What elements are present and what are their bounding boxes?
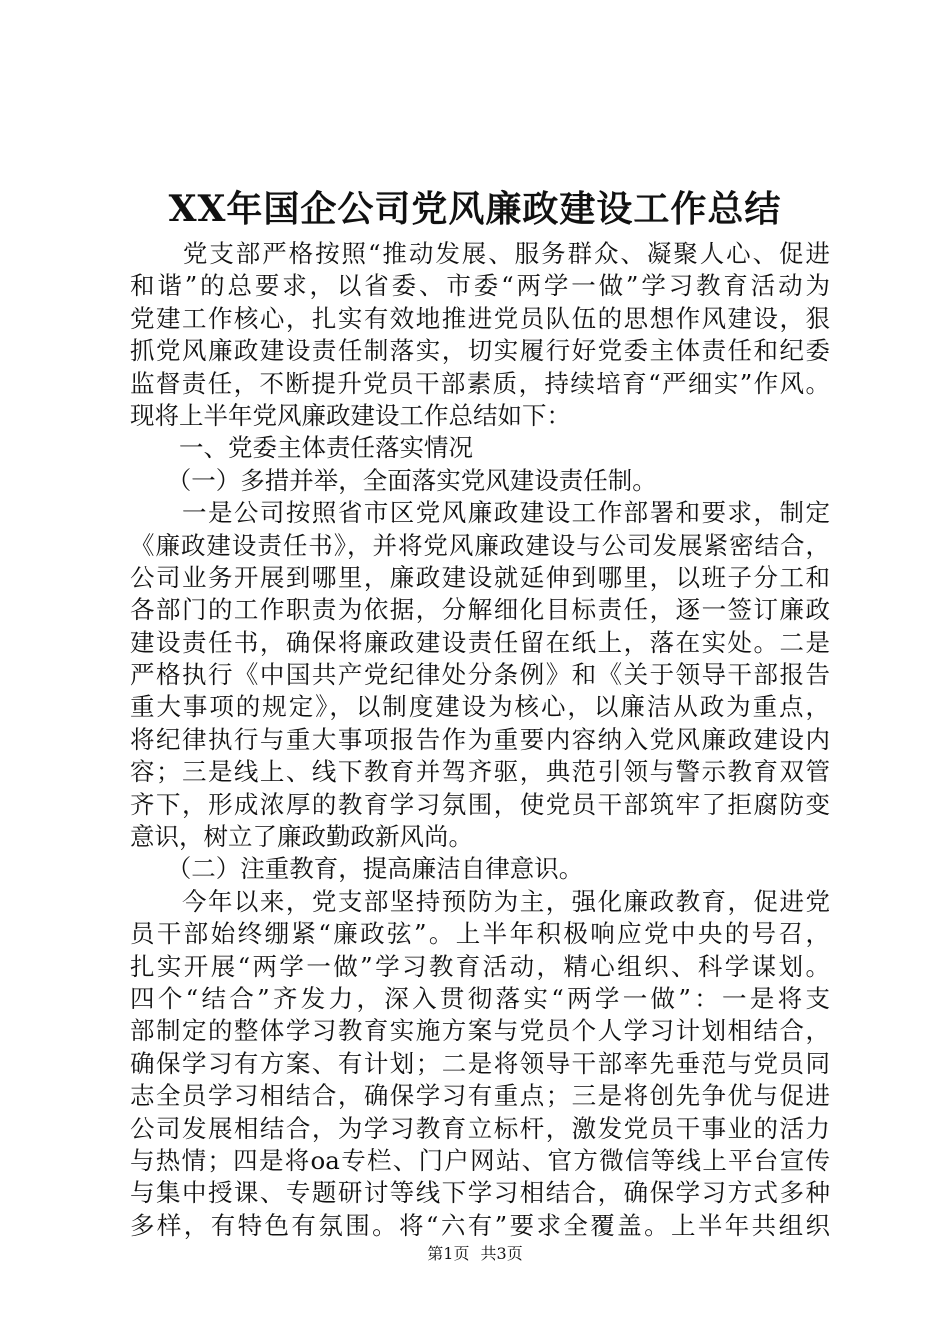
text-line: 现将上半年党风廉政建设工作总结如下： <box>130 400 571 430</box>
text-line: 容；三是线上、线下教育并驾齐驱，典范引领与警示教育双管 <box>130 757 830 787</box>
page-total: 共3页 <box>480 1244 523 1263</box>
text-line: 齐下，形成浓厚的教育学习氛围，使党员干部筑牢了拒腐防变 <box>130 789 830 819</box>
text-line: 志全员学习相结合，确保学习有重点；三是将创先争优与促进 <box>130 1081 830 1111</box>
document-title: XX年国企公司党风廉政建设工作总结 <box>168 188 782 230</box>
text-line: 扎实开展“两学一做”学习教育活动，精心组织、科学谋划。 <box>130 951 830 981</box>
text-line: （一）多措并举，全面落实党风建设责任制。 <box>130 465 657 495</box>
text-line: 部制定的整体学习教育实施方案与党员个人学习计划相结合， <box>130 1016 830 1046</box>
text-line: 严格执行《中国共产党纪律处分条例》和《关于领导干部报告 <box>130 660 830 690</box>
text-line: 党建工作核心，扎实有效地推进党员队伍的思想作风建设，狠 <box>130 303 830 333</box>
text-line: 公司业务开展到哪里，廉政建设就延伸到哪里，以班子分工和 <box>130 562 830 592</box>
text-line: 多样，有特色有氛围。将“六有”要求全覆盖。上半年共组织 <box>130 1210 830 1240</box>
text-line: 抓党风廉政建设责任制落实，切实履行好党委主体责任和纪委 <box>130 336 830 366</box>
text-line: 各部门的工作职责为依据，分解细化目标责任，逐一签订廉政 <box>130 595 830 625</box>
text-line: 一、党委主体责任落实情况 <box>130 433 473 463</box>
text-line: 员干部始终绷紧“廉政弦”。上半年积极响应党中央的号召， <box>130 919 830 949</box>
text-line: 四个“结合”齐发力，深入贯彻落实“两学一做”：一是将支 <box>130 983 830 1013</box>
text-line: 意识，树立了廉政勤政新风尚。 <box>130 822 473 852</box>
text-line: 与热情；四是将oa专栏、门户网站、官方微信等线上平台宣传 <box>130 1145 830 1175</box>
text-line: 确保学习有方案、有计划；二是将领导干部率先垂范与党员同 <box>130 1048 830 1078</box>
text-line: 今年以来，党支部坚持预防为主，强化廉政教育，促进党 <box>130 886 830 916</box>
text-line: （二）注重教育，提高廉洁自律意识。 <box>130 854 584 884</box>
text-line: 公司发展相结合，为学习教育立标杆，激发党员干事业的活力 <box>130 1113 830 1143</box>
text-line: 党支部严格按照“推动发展、服务群众、凝聚人心、促进 <box>130 239 830 268</box>
text-line: 监督责任，不断提升党员干部素质，持续培育“严细实”作风。 <box>130 368 830 398</box>
document-body <box>130 238 830 1242</box>
text-line: 建设责任书，确保将廉政建设责任留在纸上，落在实处。二是 <box>130 627 830 657</box>
text-line: 重大事项的规定》，以制度建设为核心，以廉洁从政为重点， <box>130 692 830 722</box>
page-footer <box>0 1244 950 1264</box>
text-line: 一是公司按照省市区党风廉政建设工作部署和要求，制定 <box>130 498 830 528</box>
page-number: 第1页 <box>427 1244 470 1263</box>
text-line: 和谐”的总要求，以省委、市委“两学一做”学习教育活动为 <box>130 271 830 301</box>
text-line: 将纪律执行与重大事项报告作为重要内容纳入党风廉政建设内 <box>130 724 830 754</box>
text-line: 与集中授课、专题研讨等线下学习相结合，确保学习方式多种 <box>130 1178 830 1208</box>
text-line: 《廉政建设责任书》，并将党风廉政建设与公司发展紧密结合， <box>130 530 830 560</box>
